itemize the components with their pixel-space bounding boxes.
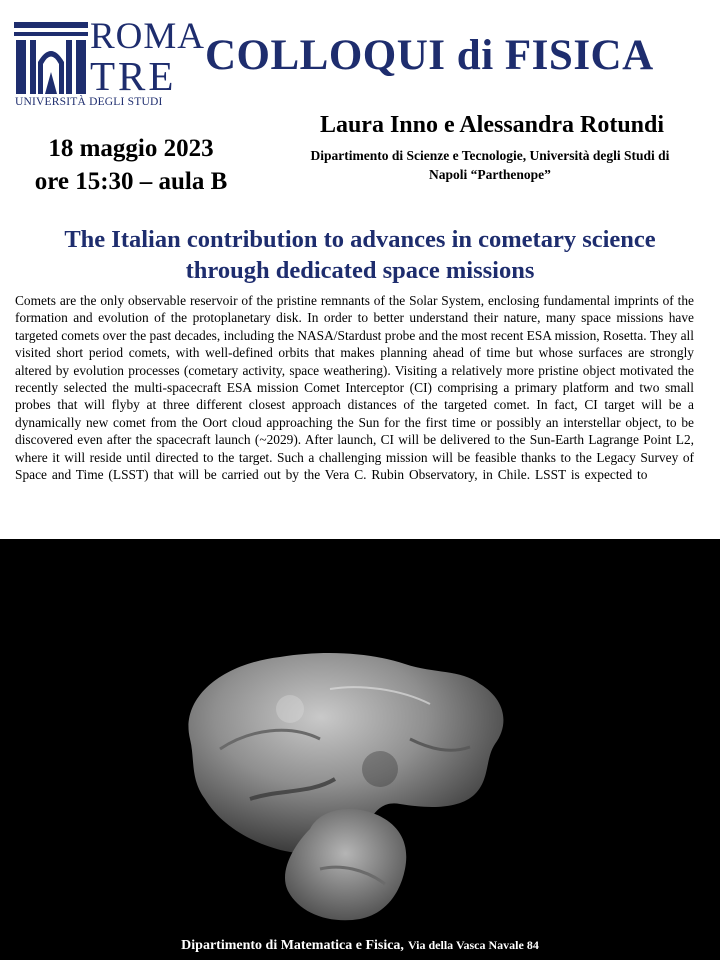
abstract-part-dark: identify thousands of new comets and several interstellar objects per year. In this talk, we will summarize the most relevant discoveries from space mission to Comets characterized by a remarkable Italian contribution: NASA/Stardust, ESA/Rosetta and ESA/Comet Interceptor, together with the ongoing work to prepare for its target identification within the LSST framework. (15, 467, 694, 535)
logo-roma-text: ROMA (90, 16, 206, 57)
footer-department: Dipartimento di Matematica e Fisica, (181, 938, 404, 953)
talk-title: The Italian contribution to advances in cometary science through dedicated space missions (64, 226, 656, 284)
abstract-part-light: Comets are the only observable reservoir of the pristine remnants of the Solar System, enclosing fundamental imprints of the formation and evolution of the protoplanetary disk. In order to better understand their nature, many space missions have targeted comets over the past decades, including the NASA/Stardust probe and the most recent ESA mission, Rosetta. They all visited short period comets, with well-defined orbits that makes planning ahead of time but whose surfaces are strongly altered by evolution processes (cometary activity, space weathering). Visiting a relatively more pristine object motivated the recently selected the multi-spacecraft ESA mission Comet Interceptor (CI) comprising a primary platform and two small probes that will flyby at three different closest approach distances of the targeted comet. In fact, CI target will be a dynamically new comet from the Oort cloud approaching the Sun for the first time or possibly an interstellar object, to be discovered even after the spacecraft launch (~2029). After launch, CI will be delivered to the Sun-Earth Lagrange Point L2, where it will reside until directed to the target. Such a challenging mission will be feasible thanks to the Legacy Survey of Space and Time (LSST) that will be carried out by the Vera C. Rubin Observatory, in Chile. LSST is expected to (15, 293, 694, 483)
abstract-text (15, 292, 694, 536)
arch-icon (14, 22, 88, 94)
poster-title: COLLOQUI di FISICA (205, 32, 654, 79)
footer-address: Via della Vasca Navale 84 (407, 938, 539, 952)
image-area (0, 539, 720, 960)
event-time-place: ore 15:30 – aula B (34, 168, 228, 195)
university-logo (14, 16, 206, 110)
speaker-names: Laura Inno e Alessandra Rotundi (319, 112, 665, 138)
comet-photo (160, 629, 540, 929)
event-date: 18 maggio 2023 (48, 135, 214, 162)
footer (0, 937, 720, 953)
logo-tre-text: TRE (90, 53, 177, 99)
speaker-affiliation: Dipartimento di Scienze e Tecnologie, Università degli Studi di Napoli “Parthenope” (310, 148, 670, 182)
logo-tagline: UNIVERSITÀ DEGLI STUDI (15, 96, 163, 108)
